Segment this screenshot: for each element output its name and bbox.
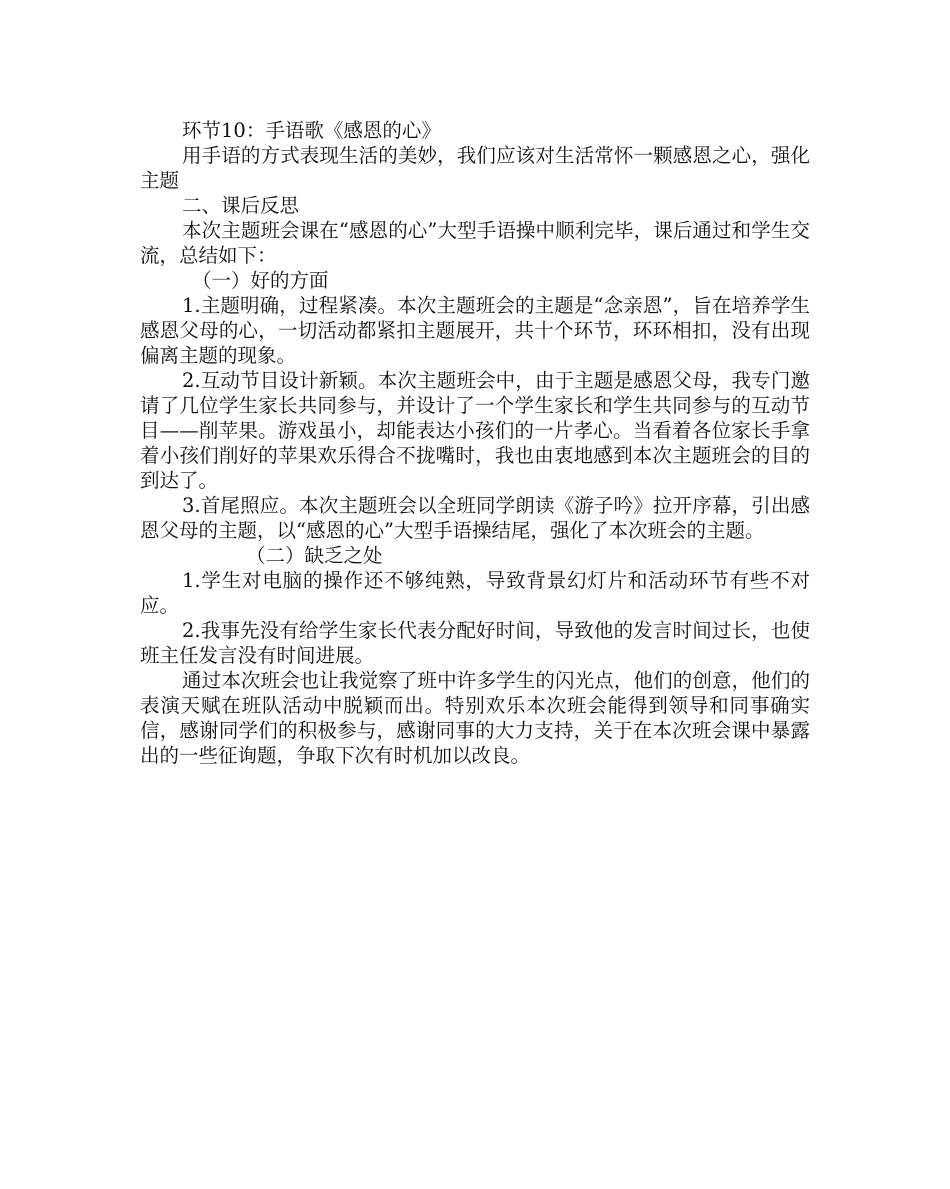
section-heading-step10: 环节10：手语歌《感恩的心》	[182, 119, 441, 142]
paragraph-reflection-intro: 本次主题班会课在“感恩的心”大型手语操中顺利完毕，课后通过和学生交流，总结如下：	[140, 219, 810, 267]
paragraph-shortcoming-2: 2.我事先没有给学生家长代表分配好时间，导致他的发言时间过长，也使班主任发言没有时间进展。	[140, 619, 810, 667]
paragraph-step10-description: 用手语的方式表现生活的美妙，我们应该对生活常怀一颗感恩之心，强化主题	[140, 144, 810, 192]
paragraph-conclusion: 通过本次班会也让我觉察了班中许多学生的闪光点，他们的创意，他们的表演天赋在班队活动中脱颖而出。特别欢乐本次班会能得到领导和同事确实信，感谢同学们的积极参与，感谢同事的大力支持，关于在本次班会课中暴露出的一些征询题，争取下次有时机加以改良。	[140, 669, 810, 767]
section-heading-reflection: 二、课后反思	[182, 194, 300, 217]
paragraph-shortcoming-1: 1.学生对电脑的操作还不够纯熟，导致背景幻灯片和活动环节有些不对应。	[140, 569, 810, 617]
subheading-good-aspects: （一）好的方面	[192, 269, 329, 292]
paragraph-good-point-1: 1.主题明确，过程紧凑。本次主题班会的主题是“念亲恩”，旨在培养学生感恩父母的心，一切活动都紧扣主题展开，共十个环节，环环相扣，没有出现偏离主题的现象。	[140, 294, 810, 367]
paragraph-good-point-3: 3.首尾照应。本次主题班会以全班同学朗读《游子吟》拉开序幕，引出感恩父母的主题，以“感恩的心”大型手语操结尾，强化了本次班会的主题。	[140, 494, 810, 542]
document-body	[140, 118, 810, 768]
subheading-shortcomings: （二）缺乏之处	[246, 544, 383, 567]
paragraph-good-point-2: 2.互动节目设计新颖。本次主题班会中，由于主题是感恩父母，我专门邀请了几位学生家长共同参与，并设计了一个学生家长和学生共同参与的互动节目——削苹果。游戏虽小，却能表达小孩们的一片孝心。当看着各位家长手拿着小孩们削好的苹果欢乐得合不拢嘴时，我也由衷地感到本次主题班会的目的到达了。	[140, 369, 810, 492]
